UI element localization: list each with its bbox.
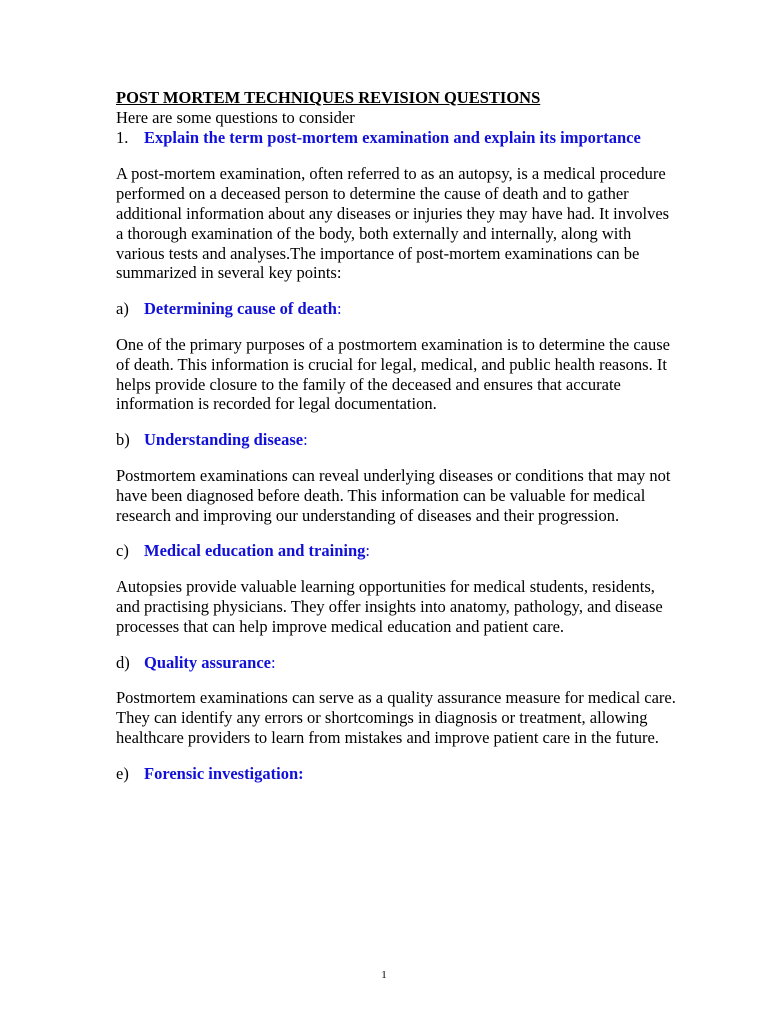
section-body-b: Postmortem examinations can reveal underlying diseases or conditions that may not have been diagnosed before death. This information can be valuable for medical research and improving our understanding of diseases and their progression. <box>116 465 671 525</box>
section-title: Understanding disease <box>144 430 304 450</box>
section-title: Determining cause of death <box>144 299 337 319</box>
section-body-c: Autopsies provide valuable learning opportunities for medical students, residents, and practising physicians. They offer insights into anatomy, pathology, and disease processes that can help improve medical education and patient care. <box>116 577 663 636</box>
section-body-a: One of the primary purposes of a postmortem examination is to determine the cause of death. This information is crucial for legal, medical, and public health reasons. It helps provide closure to the family of the deceased and ensures that accurate information is recorded for legal documentation. <box>116 334 670 414</box>
document-page <box>116 88 676 784</box>
question-number: 1. <box>116 127 129 147</box>
section-heading-a <box>116 299 676 319</box>
section-letter: b) <box>116 430 130 450</box>
section-letter: d) <box>116 652 130 672</box>
section-heading-c <box>116 541 676 561</box>
question-text: Explain the term post-mortem examination and explain its importance <box>144 127 641 147</box>
section-body-d: Postmortem examinations can serve as a quality assurance measure for medical care. They can identify any errors or shortcomings in diagnosis or treatment, allowing healthcare providers to learn from mistakes and improve patient care in the future. <box>116 688 676 747</box>
document-title: POST MORTEM TECHNIQUES REVISION QUESTIONS <box>116 88 541 107</box>
section-letter: a) <box>116 299 129 319</box>
section-colon: : <box>336 299 342 319</box>
section-letter: e) <box>116 763 129 783</box>
section-heading-d <box>116 653 676 673</box>
section-colon: : <box>303 430 308 450</box>
answer-intro-paragraph: A post-mortem examination, often referred to as an autopsy, is a medical procedure performed on a deceased person to determine the cause of death and to gather additional information about any diseases or injuries they may have had. It involves a thorough examination of the body, both externally and internally, along with various tests and analyses.The importance of post-mortem examinations can be summarized in several key points: <box>116 164 670 283</box>
section-colon: : <box>365 541 370 561</box>
page-number: 1 <box>381 969 387 981</box>
section-letter: c) <box>116 541 129 561</box>
section-heading-e <box>116 764 676 784</box>
section-title: Medical education and training <box>144 541 366 561</box>
question-item <box>116 128 676 148</box>
section-title: Forensic investigation: <box>144 763 304 783</box>
section-title: Quality assurance <box>144 652 271 672</box>
intro-text: Here are some questions to consider <box>116 107 355 127</box>
section-heading-b <box>116 430 676 450</box>
section-colon: : <box>270 652 276 672</box>
